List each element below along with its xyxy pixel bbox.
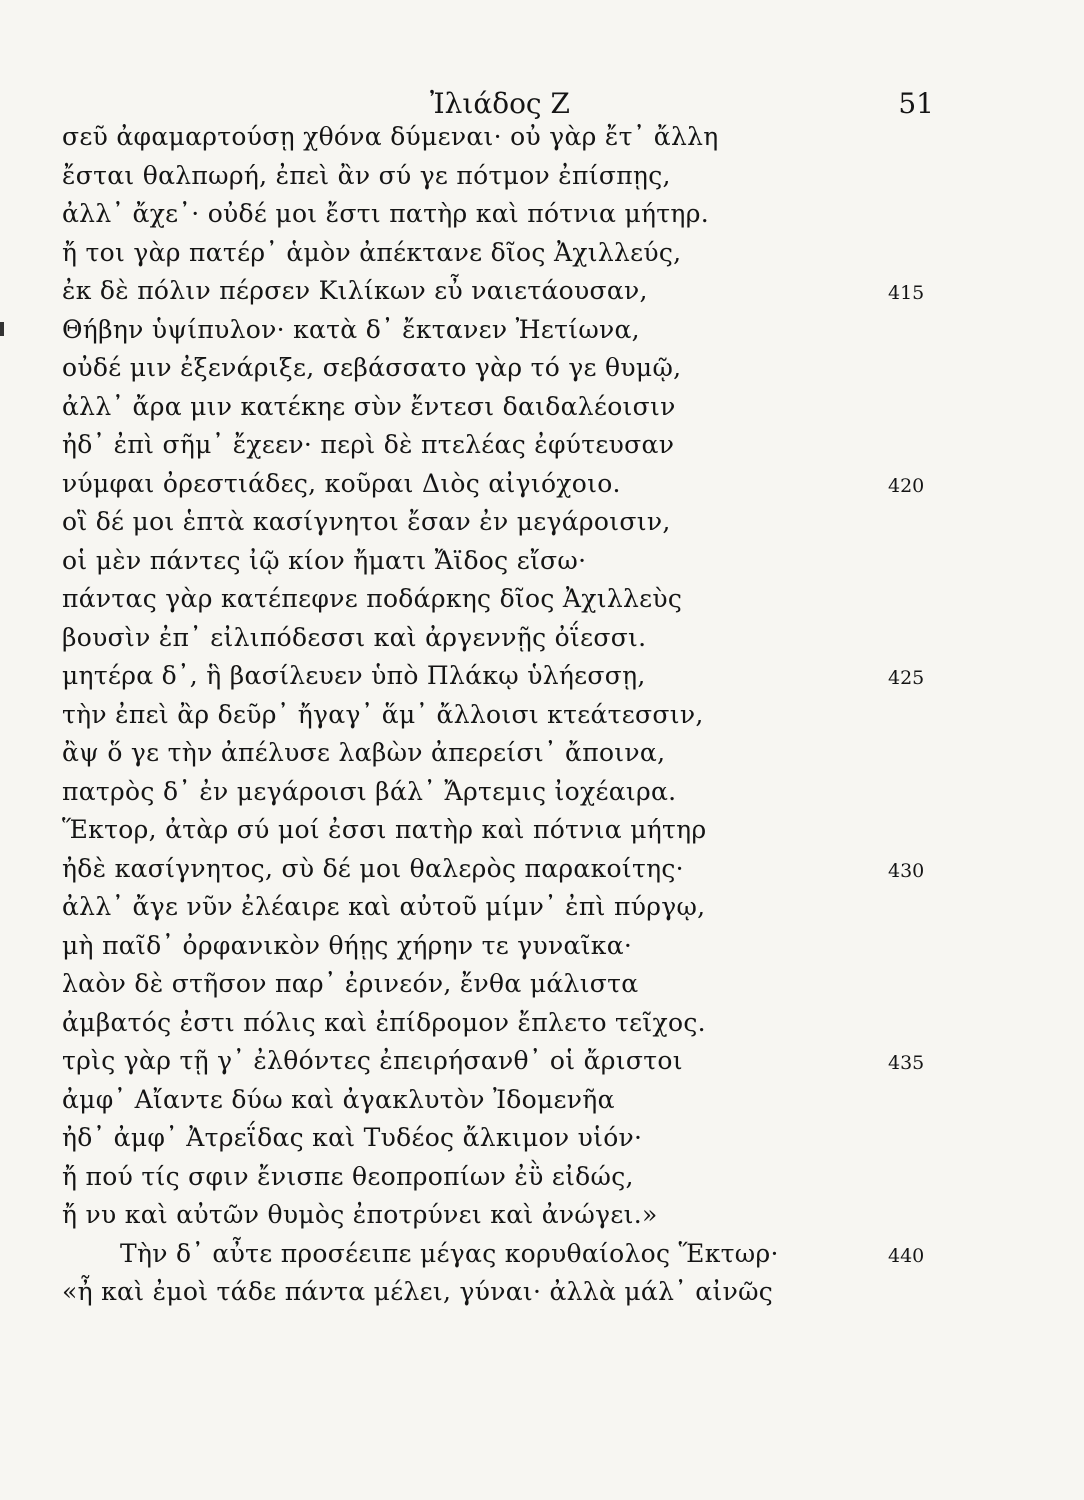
line-number: 440 [888, 1244, 925, 1267]
verse-text: ἀλλ᾽ ἄρα μιν κατέκηε σὺν ἔντεσι δαιδαλέοισιν [62, 391, 676, 421]
verse-line [62, 811, 962, 850]
page-edge-mark [0, 322, 4, 336]
verse-text: ἀμβατός ἐστι πόλις καὶ ἐπίδρομον ἔπλετο τεῖχος. [62, 1007, 706, 1037]
verse-text: μητέρα δ᾽, ἣ βασίλευεν ὑπὸ Πλάκῳ ὑλήεσσῃ, [62, 661, 646, 690]
verse-text: ἀλλ᾽ ἄχε᾽· οὐδέ μοι ἔστι πατὴρ καὶ πότνια μήτηρ. [62, 199, 709, 228]
verse-text: Τὴν δ᾽ αὖτε προσέειπε μέγας κορυθαίολος Ἕκτωρ· [120, 1238, 779, 1268]
verse-line [62, 580, 962, 619]
verse-text: μὴ παῖδ᾽ ὀρφανικὸν θήῃς χήρην τε γυναῖκα· [62, 930, 633, 960]
verse-line [62, 927, 962, 966]
verse-line [62, 1196, 962, 1235]
verse-text: ἀμφ᾽ Αἴαντε δύω καὶ ἀγακλυτὸν Ἰδομενῆα [62, 1084, 615, 1114]
line-number: 420 [888, 474, 925, 497]
verse-line [62, 1235, 962, 1274]
verse-text: οἳ δέ μοι ἑπτὰ κασίγνητοι ἔσαν ἐν μεγάροισιν, [62, 507, 671, 536]
line-number: 430 [888, 859, 925, 882]
verse-text: τρὶς γὰρ τῇ γ᾽ ἐλθόντες ἐπειρήσανθ᾽ οἱ ἄριστοι [62, 1046, 683, 1075]
verse-text: σεῦ ἀφαμαρτούσῃ χθόνα δύμεναι· οὐ γὰρ ἔτ᾽ ἄλλη [62, 122, 719, 151]
verse-text: πάντας γὰρ κατέπεφνε ποδάρκης δῖος Ἀχιλλεὺς [62, 584, 683, 613]
verse-line [62, 1273, 962, 1312]
page-number: 51 [898, 87, 934, 120]
verse-text: «ἦ καὶ ἐμοὶ τάδε πάντα μέλει, γύναι· ἀλλὰ μάλ᾽ αἰνῶς [62, 1277, 774, 1306]
verse-line [62, 619, 962, 658]
verse-line [62, 542, 962, 581]
verse-line [62, 696, 962, 735]
verse-text: Θήβην ὑψίπυλον· κατὰ δ᾽ ἔκτανεν Ἠετίωνα, [62, 314, 640, 344]
verse-text: βουσὶν ἐπ᾽ εἰλιπόδεσσι καὶ ἀργεννῇς ὀΐεσσι. [62, 622, 647, 652]
verse-text: ἠδὲ κασίγνητος, σὺ δέ μοι θαλερὸς παρακοίτης· [62, 853, 684, 883]
verse-line [62, 157, 962, 196]
line-number: 415 [888, 282, 925, 304]
verse-text: πατρὸς δ᾽ ἐν μεγάροισι βάλ᾽ Ἄρτεμις ἰοχέαιρα. [62, 776, 677, 806]
verse-text: ἀλλ᾽ ἄγε νῦν ἐλέαιρε καὶ αὐτοῦ μίμν᾽ ἐπὶ πύργῳ, [62, 892, 706, 921]
verse-text: Ἕκτορ, ἀτὰρ σύ μοί ἐσσι πατὴρ καὶ πότνια μήτηρ [62, 815, 707, 844]
verse-text: ἂψ ὅ γε τὴν ἀπέλυσε λαβὼν ἀπερείσι᾽ ἄποινα, [62, 738, 666, 767]
verse-text: ἤ νυ καὶ αὐτῶν θυμὸς ἐποτρύνει καὶ ἀνώγει.» [62, 1200, 658, 1229]
verse-line [62, 195, 962, 234]
verse-line [62, 888, 962, 927]
verse-text: νύμφαι ὀρεστιάδες, κοῦραι Διὸς αἰγιόχοιο. [62, 468, 621, 498]
verse-line [62, 311, 962, 350]
verse-line [62, 1081, 962, 1120]
verse-line [62, 657, 962, 696]
verse-text: ἤ τοι γὰρ πατέρ᾽ ἁμὸν ἀπέκτανε δῖος Ἀχιλλεύς, [62, 237, 682, 267]
verse-line [62, 272, 962, 311]
verse-line [62, 503, 962, 542]
verse-line [62, 965, 962, 1004]
verse-text: ἤ πού τίς σφιν ἔνισπε θεοπροπίων ἐῢ εἰδώς, [62, 1161, 634, 1191]
verse-line [62, 734, 962, 773]
verse-line [62, 1042, 962, 1081]
verse-text: τὴν ἐπεὶ ἂρ δεῦρ᾽ ἤγαγ᾽ ἅμ᾽ ἄλλοισι κτεάτεσσιν, [62, 699, 704, 729]
verse-line [62, 465, 962, 504]
verse-text: ἠδ᾽ ἀμφ᾽ Ἀτρεΐδας καὶ Τυδέος ἄλκιμον υἱόν· [62, 1123, 643, 1152]
line-number: 435 [888, 1052, 925, 1074]
verse-list [62, 118, 962, 1312]
verse-text: οἱ μὲν πάντες ἰῷ κίον ἤματι Ἄϊδος εἴσω· [62, 545, 587, 575]
verse-line [62, 850, 962, 889]
verse-line [62, 1158, 962, 1197]
verse-line [62, 1004, 962, 1043]
verse-line [62, 426, 962, 465]
verse-line [62, 388, 962, 427]
verse-text: οὐδέ μιν ἐξενάριξε, σεβάσσατο γὰρ τό γε θυμῷ, [62, 353, 682, 382]
running-head-title: Ἰλιάδος Ζ [430, 87, 570, 120]
verse-text: ἐκ δὲ πόλιν πέρσεν Κιλίκων εὖ ναιετάουσαν, [62, 276, 648, 305]
line-number: 425 [888, 667, 925, 689]
verse-line [62, 349, 962, 388]
verse-line [62, 1119, 962, 1158]
verse-line [62, 234, 962, 273]
verse-line [62, 118, 962, 157]
verse-text: λαὸν δὲ στῆσον παρ᾽ ἐρινεόν, ἔνθα μάλιστα [62, 969, 639, 998]
verse-line [62, 773, 962, 812]
verse-text: ἔσται θαλπωρή, ἐπεὶ ἂν σύ γε πότμον ἐπίσπῃς, [62, 160, 671, 190]
verse-text: ἠδ᾽ ἐπὶ σῆμ᾽ ἔχεεν· περὶ δὲ πτελέας ἐφύτευσαν [62, 430, 675, 459]
